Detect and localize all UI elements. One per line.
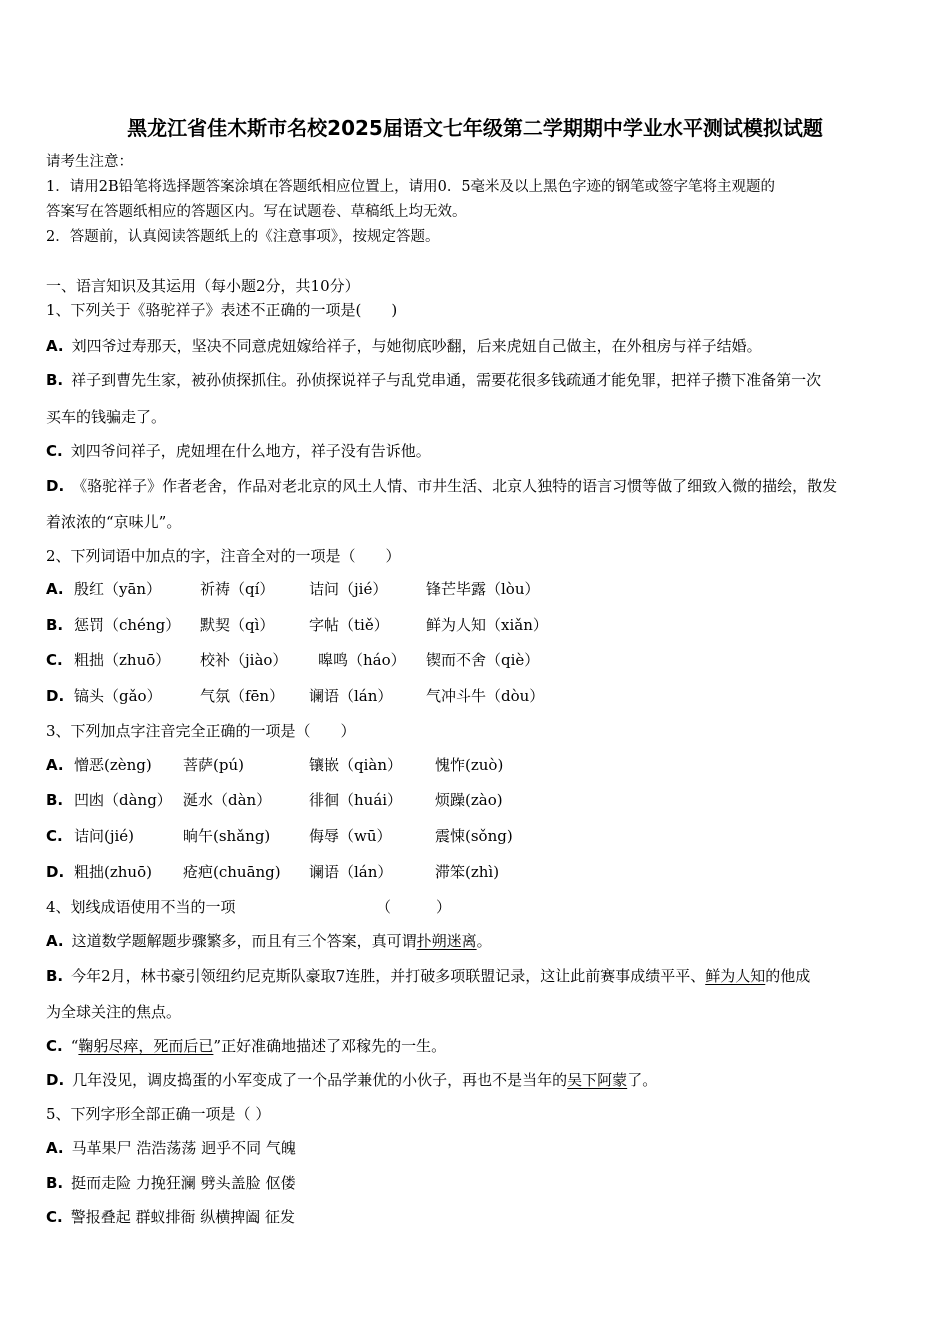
option-label: B. [46, 791, 64, 809]
option-word: 涎水（dàn） [183, 791, 272, 809]
notice-item-1-line-2: 答案写在答题纸相应的答题区内。写在试题卷、草稿纸上均无效。 [46, 204, 467, 220]
option-word: 祈祷（qí） [200, 580, 275, 598]
question-1-option-d [46, 476, 837, 496]
option-text-tail: 的他成 [765, 967, 811, 985]
question-2-option-d [46, 686, 606, 706]
option-word: 惩罚（chéng） [74, 616, 181, 634]
option-text: 刘四爷过寿那天，坚决不同意虎妞嫁给祥子，与她彻底吵翻，后来虎妞自己做主，在外租房与祥子结婚。 [71, 337, 762, 355]
option-label: D. [46, 1071, 65, 1089]
question-1-option-b [46, 370, 821, 390]
option-word: 气冲斗牛（dòu） [426, 687, 545, 705]
option-word: 菩萨(pú) [183, 756, 244, 774]
option-label: A. [46, 580, 64, 598]
question-4-option-d [46, 1070, 657, 1090]
option-word: 字帖（tiě） [309, 616, 389, 634]
option-word: 锋芒毕露（lòu） [426, 580, 540, 598]
option-text: 这道数学题解题步骤繁多，而且有三个答案，真可谓 [71, 932, 417, 950]
option-word: 侮辱（wū） [309, 827, 392, 845]
notice-item-2: 2．答题前，认真阅读答题纸上的《注意事项》，按规定答题。 [46, 229, 440, 245]
section-heading: 一、语言知识及其运用（每小题2分，共10分） [46, 277, 360, 295]
option-text: 警报叠起 群蚁排衙 纵横捭阖 征发 [70, 1208, 296, 1226]
option-label: C. [46, 651, 63, 669]
option-word: 憎恶(zèng) [74, 756, 152, 774]
option-text: 今年2月，林书豪引领纽约尼克斯队豪取7连胜，并打破多项联盟记录，这让此前赛事成绩平平、 [71, 967, 706, 985]
option-word: 粗拙（zhuō） [74, 651, 171, 669]
option-word: 愧怍(zuò) [435, 756, 504, 774]
option-label: B. [46, 371, 64, 389]
option-word: 疮疤(chuāng) [183, 863, 281, 881]
option-word: 晌午(shǎng) [183, 827, 271, 845]
option-text-tail: 。 [476, 932, 492, 950]
option-word: 殷红（yān） [74, 580, 162, 598]
underlined-idiom: 鞠躬尽瘁，死而后已 [78, 1037, 214, 1055]
question-5-stem: 5、下列字形全部正确一项是（ ） [46, 1105, 271, 1123]
option-word: 粗拙(zhuō) [74, 863, 152, 881]
underlined-idiom: 鲜为人知 [705, 967, 766, 985]
option-label: D. [46, 863, 65, 881]
option-label: C. [46, 827, 63, 845]
option-label: B. [46, 616, 64, 634]
option-text: 几年没见，调皮捣蛋的小军变成了一个品学兼优的小伙子，再也不是当年的 [72, 1071, 568, 1089]
option-word: 谰语（lán） [309, 863, 393, 881]
option-word: 校补（jiào） [200, 651, 288, 669]
question-2-option-c [46, 650, 606, 670]
option-word: 鲜为人知（xiǎn） [426, 616, 548, 634]
option-label: C. [46, 1037, 63, 1055]
option-text: 刘四爷问祥子，虎妞埋在什么地方，祥子没有告诉他。 [70, 442, 431, 460]
underlined-idiom: 扑朔迷离 [416, 932, 477, 950]
option-word: 锲而不舍（qiè） [426, 651, 540, 669]
question-5-option-a [46, 1138, 296, 1158]
question-3-stem: 3、下列加点字注音完全正确的一项是（ ） [46, 722, 356, 740]
notice-item-1-line-1: 1．请用2B铅笔将选择题答案涂填在答题纸相应位置上，请用0．5毫米及以上黑色字迹的钢笔或签字笔将主观题的 [46, 179, 776, 195]
answer-paren: （ ） [376, 898, 452, 916]
question-4-option-a [46, 931, 492, 951]
option-label: B. [46, 1174, 64, 1192]
option-label: A. [46, 932, 64, 950]
option-label: C. [46, 1208, 63, 1226]
question-2-option-b [46, 615, 606, 635]
question-5-option-b [46, 1173, 295, 1193]
option-word: 诘问（jié） [309, 580, 388, 598]
option-label: A. [46, 1139, 64, 1157]
option-text: 祥子到曹先生家，被孙侦探抓住。孙侦探说祥子与乱党串通，需要花很多钱疏通才能免罪，把祥子攒下准备第一次 [71, 371, 822, 389]
option-text: 马革果尸 浩浩荡荡 迥乎不同 气魄 [71, 1139, 296, 1157]
option-word: 滞笨(zhì) [435, 863, 500, 881]
question-4-option-c [46, 1036, 446, 1056]
option-word: 嗥鸣（háo） [318, 651, 406, 669]
option-word: 烦躁(zào) [435, 791, 503, 809]
question-1-stem: 1、下列关于《骆驼祥子》表述不正确的一项是( ) [46, 301, 398, 319]
question-2-option-a [46, 579, 606, 599]
option-label: D. [46, 687, 65, 705]
question-text: 4、划线成语使用不当的一项 [46, 898, 236, 916]
question-1-option-b-line-2: 买车的钱骗走了。 [46, 408, 167, 426]
question-4-option-b-line-2: 为全球关注的焦点。 [46, 1003, 182, 1021]
question-3-option-d [46, 862, 566, 882]
question-4-option-b [46, 966, 810, 986]
underlined-idiom: 吴下阿蒙 [567, 1071, 628, 1089]
option-word: 谰语（lán） [309, 687, 393, 705]
option-text: “ [70, 1037, 79, 1055]
question-3-option-c [46, 826, 566, 846]
option-label: B. [46, 967, 64, 985]
question-4-stem [46, 897, 526, 917]
question-2-stem: 2、下列词语中加点的字，注音全对的一项是（ ） [46, 547, 401, 565]
option-word: 徘徊（huái） [309, 791, 403, 809]
question-1-option-d-line-2: 着浓浓的“京味儿”。 [46, 513, 182, 531]
option-label: A. [46, 756, 64, 774]
option-text: 挺而走险 力挽狂澜 劈头盖脸 伛偻 [71, 1174, 296, 1192]
question-1-option-a [46, 336, 762, 356]
notice-heading: 请考生注意： [46, 154, 133, 170]
option-label: C. [46, 442, 63, 460]
option-word: 诘问(jié) [74, 827, 135, 845]
option-word: 凹凼（dàng） [74, 791, 172, 809]
option-word: 镐头（gǎo） [74, 687, 162, 705]
option-label: A. [46, 337, 64, 355]
option-word: 默契（qì） [200, 616, 275, 634]
option-word: 气氛（fēn） [200, 687, 285, 705]
option-text-tail: 了。 [627, 1071, 658, 1089]
option-text: 《骆驼祥子》作者老舍，作品对老北京的风土人情、市井生活、北京人独特的语言习惯等做了细致入微的描绘，散发 [72, 477, 838, 495]
page-title: 黑龙江省佳木斯市名校2025届语文七年级第二学期期中学业水平测试模拟试题 [127, 116, 823, 140]
question-5-option-c [46, 1207, 295, 1227]
option-word: 震悚(sǒng) [435, 827, 513, 845]
question-3-option-b [46, 790, 566, 810]
option-label: D. [46, 477, 65, 495]
question-3-option-a [46, 755, 566, 775]
option-word: 镶嵌（qiàn） [309, 756, 403, 774]
question-1-option-c [46, 441, 431, 461]
option-text-tail: ”正好准确地描述了邓稼先的一生。 [213, 1037, 447, 1055]
